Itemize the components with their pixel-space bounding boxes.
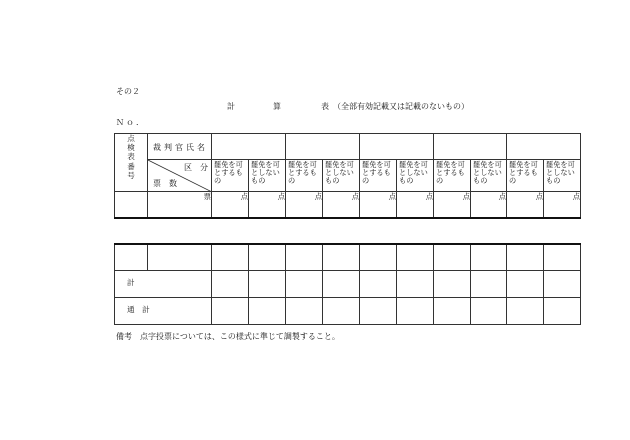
number-label: Ｎｏ．: [116, 118, 146, 127]
entry-cell[interactable]: [471, 244, 507, 270]
column-header: 罷免を可とするもの: [286, 160, 323, 192]
grand-total-cell[interactable]: [544, 297, 581, 324]
grand-total-cell[interactable]: [212, 297, 249, 324]
judge-name-cell[interactable]: [286, 134, 360, 160]
check-number-char: 表: [127, 152, 135, 162]
column-header: 罷免を可としないもの: [544, 160, 581, 192]
subtotal-cell[interactable]: [471, 270, 507, 297]
check-number-char: 検: [127, 143, 135, 153]
check-number-char: 点: [127, 134, 135, 143]
judge-name-label: 裁判官氏名: [153, 143, 208, 152]
entry-cell[interactable]: [397, 244, 434, 270]
grand-total-cell[interactable]: [507, 297, 544, 324]
title-char-hyo: 表: [321, 102, 329, 111]
judge-name-header: [148, 134, 212, 160]
entry-cell[interactable]: [507, 244, 544, 270]
hyosu-label: 票 数: [153, 179, 177, 188]
judge-name-cell[interactable]: [360, 134, 434, 160]
subtotal-cell[interactable]: [507, 270, 544, 297]
kubun-hyosu-header: [148, 160, 212, 192]
subtotal-label: 計: [127, 277, 135, 287]
check-number-char: 号: [127, 170, 135, 180]
subtotal-cell[interactable]: [360, 270, 397, 297]
judge-name-cell[interactable]: [212, 134, 286, 160]
entry-cell[interactable]: [323, 244, 360, 270]
kubun-label: 区 分: [184, 163, 208, 172]
point-cell[interactable]: 点: [507, 192, 544, 218]
subtotal-cell[interactable]: [249, 270, 286, 297]
point-cell[interactable]: 点: [249, 192, 286, 218]
judge-name-cell[interactable]: [507, 134, 581, 160]
subtotal-cell[interactable]: [323, 270, 360, 297]
entry-cell[interactable]: [286, 244, 323, 270]
subtotal-cell[interactable]: [286, 270, 323, 297]
point-cell[interactable]: 点: [434, 192, 471, 218]
point-cell[interactable]: 点: [360, 192, 397, 218]
subtotal-cell[interactable]: [544, 270, 581, 297]
column-header: 罷免を可とするもの: [434, 160, 471, 192]
entry-cell[interactable]: [434, 244, 471, 270]
footer-note: 備考 点字投票については、この様式に準じて調製すること。: [116, 332, 340, 341]
judge-name-cell[interactable]: [434, 134, 507, 160]
title-subtitle: （全部有効記載又は記載のないもの）: [333, 102, 469, 111]
column-header: 罷免を可とするもの: [507, 160, 544, 192]
title-char-kei: 計: [227, 102, 235, 111]
column-header: 罷免を可としないもの: [249, 160, 286, 192]
grand-total-cell[interactable]: [471, 297, 507, 324]
hyo-unit-cell: [148, 192, 212, 218]
entry-cell[interactable]: [249, 244, 286, 270]
check-number-value-cell[interactable]: [115, 192, 148, 218]
point-cell[interactable]: 点: [544, 192, 581, 218]
grand-total-cell[interactable]: [397, 297, 434, 324]
grand-total-cell[interactable]: [434, 297, 471, 324]
subtotal-cell[interactable]: [212, 270, 249, 297]
entry-cell[interactable]: [544, 244, 581, 270]
column-header: 罷免を可とするもの: [360, 160, 397, 192]
column-header: 罷免を可としないもの: [397, 160, 434, 192]
column-header: 罷免を可としないもの: [471, 160, 507, 192]
column-header: 罷免を可とするもの: [212, 160, 249, 192]
point-cell[interactable]: 点: [286, 192, 323, 218]
grand-total-label-cell: [115, 297, 212, 324]
entry-cell[interactable]: [115, 244, 148, 270]
point-cell[interactable]: 点: [212, 192, 249, 218]
title-char-san: 算: [273, 102, 281, 111]
grand-total-label: 通 計: [127, 304, 150, 314]
grand-total-cell[interactable]: [360, 297, 397, 324]
subtotal-cell[interactable]: [434, 270, 471, 297]
grand-total-cell[interactable]: [323, 297, 360, 324]
entry-cell[interactable]: [148, 244, 212, 270]
check-number-header: [115, 134, 148, 192]
subtotal-label-cell: [115, 270, 212, 297]
check-number-char: 番: [127, 161, 135, 171]
grand-total-cell[interactable]: [286, 297, 323, 324]
tally-table-bottom: [114, 243, 581, 325]
column-header: 罷免を可としないもの: [323, 160, 360, 192]
tally-table-top: [114, 133, 581, 219]
point-cell[interactable]: 点: [323, 192, 360, 218]
entry-cell[interactable]: [212, 244, 249, 270]
hyo-unit: 票: [203, 192, 211, 201]
entry-cell[interactable]: [360, 244, 397, 270]
subtotal-cell[interactable]: [397, 270, 434, 297]
point-cell[interactable]: 点: [471, 192, 507, 218]
form-part-label: その２: [116, 87, 140, 96]
grand-total-cell[interactable]: [249, 297, 286, 324]
point-cell[interactable]: 点: [397, 192, 434, 218]
